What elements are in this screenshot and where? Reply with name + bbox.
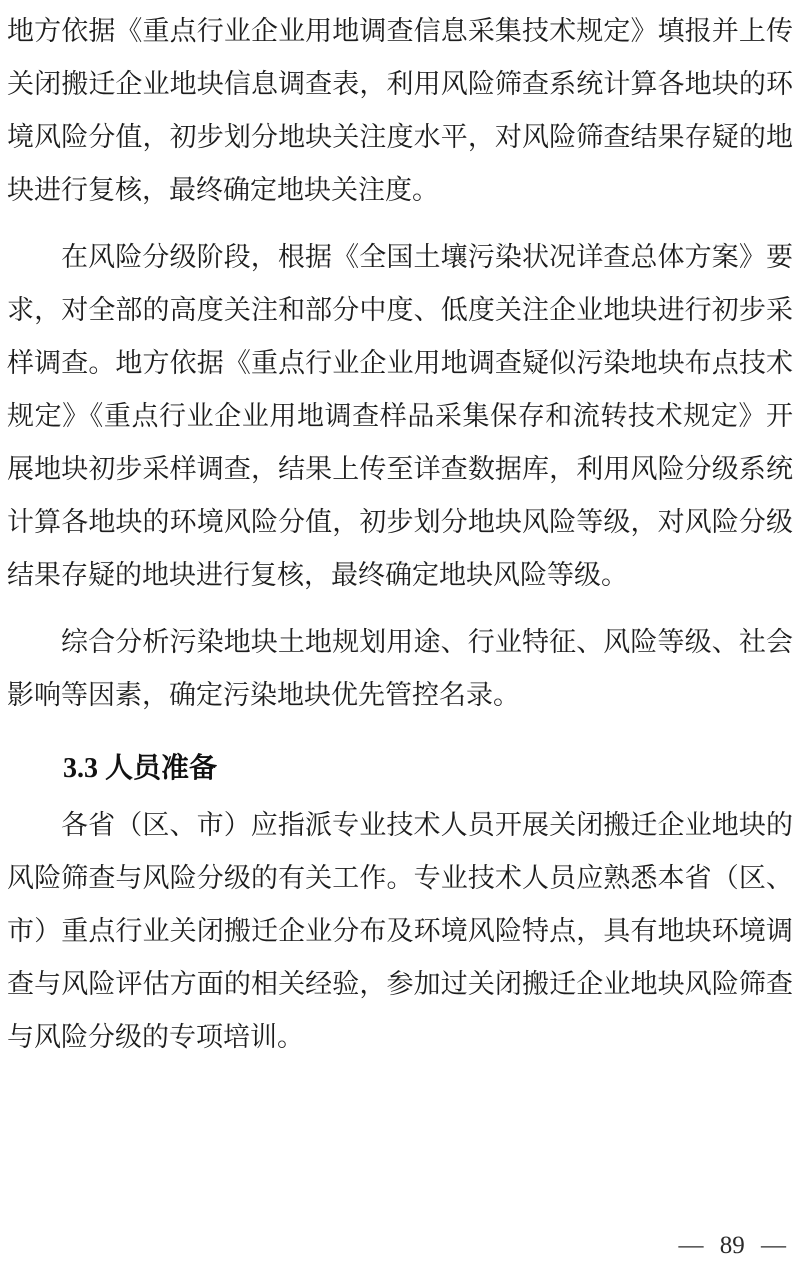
text-line: 综合分析污染地块土地规划用途、行业特征、风险等级、社会: [61, 627, 793, 657]
text-line: 规定》《重点行业企业用地调查样品采集保存和流转技术规定》开: [7, 401, 793, 431]
page-number: — 89 —: [678, 1232, 786, 1259]
text-line: 结果存疑的地块进行复核，最终确定地块风险等级。: [7, 560, 628, 590]
text-line: 在风险分级阶段，根据《全国土壤污染状况详查总体方案》要: [61, 242, 793, 272]
text-line: 样调查。地方依据《重点行业企业用地调查疑似污染地块布点技术: [7, 348, 793, 378]
text-line: 市）重点行业关闭搬迁企业分布及环境风险特点，具有地块环境调: [7, 916, 793, 946]
text-line: 与风险分级的专项培训。: [7, 1022, 304, 1052]
text-line: 境风险分值，初步划分地块关注度水平，对风险筛查结果存疑的地: [7, 122, 793, 152]
paragraph-personnel-requirements: [7, 799, 793, 1064]
text-line: 块进行复核，最终确定地块关注度。: [7, 175, 439, 205]
text-line: 展地块初步采样调查，结果上传至详查数据库，利用风险分级系统: [7, 454, 793, 484]
paragraph-risk-screening: [7, 5, 793, 217]
text-line: 计算各地块的环境风险分值，初步划分地块风险等级，对风险分级: [7, 507, 793, 537]
text-line: 求，对全部的高度关注和部分中度、低度关注企业地块进行初步采: [7, 295, 793, 325]
section-heading-personnel-preparation: 3.3 人员准备: [63, 753, 218, 784]
text-line: 关闭搬迁企业地块信息调查表，利用风险筛查系统计算各地块的环: [7, 69, 793, 99]
paragraph-risk-grading: [7, 231, 793, 602]
text-line: 影响等因素，确定污染地块优先管控名录。: [7, 680, 520, 710]
text-line: 各省（区、市）应指派专业技术人员开展关闭搬迁企业地块的: [61, 810, 793, 840]
text-line: 查与风险评估方面的相关经验，参加过关闭搬迁企业地块风险筛查: [7, 969, 793, 999]
paragraph-priority-control-list: [7, 616, 793, 722]
text-line: 地方依据《重点行业企业用地调查信息采集技术规定》填报并上传: [7, 16, 793, 46]
text-line: 风险筛查与风险分级的有关工作。专业技术人员应熟悉本省（区、: [7, 863, 793, 893]
